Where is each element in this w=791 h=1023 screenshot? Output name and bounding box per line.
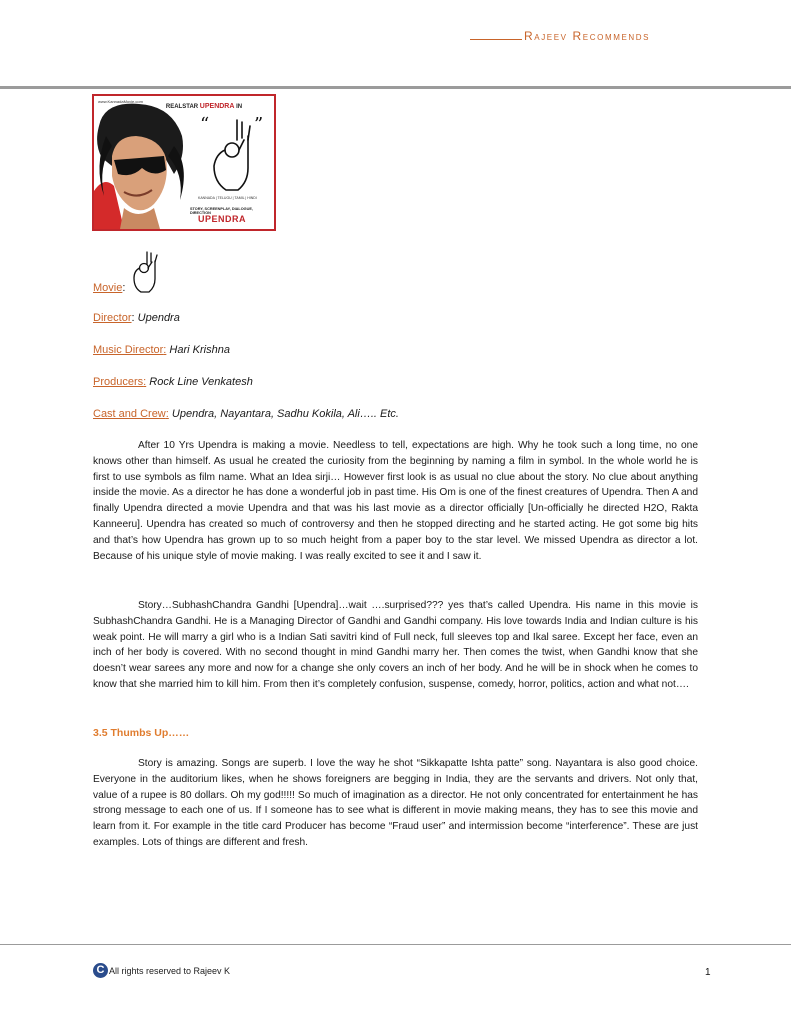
poster-headline-name: UPENDRA bbox=[199, 103, 235, 110]
music-director-label: Music Director bbox=[93, 344, 164, 356]
director-label: Director bbox=[93, 312, 132, 324]
review-paragraph-story: Story…SubhashChandra Gandhi [Upendra]…wait ….surprised??? yes that’s called Upendra. His name in this movie is SubhashChandra Gandhi. He is a Managing Director of Gandhi and Gandhi company. His love towards India and Indian culture is his weak point. He will marry a girl who is a Indian Sati savitri kind of Full neck, full sleeves top and Ikal saree. Except her face, even an inch of her body is covered. With no second thought in mind Gandhi marry her. Then comes the twist, when Gandhi know that she doesn’t wear sarees any more and now for a change she only covers an inch of her body. And he will be in shock when he comes to know that she married him to kill him. From then it’s completely confusion, suspense, comedy, horror, politics, action and what not…. bbox=[93, 600, 698, 690]
header-title-text: Rajeev Recommends bbox=[524, 29, 651, 43]
poster-name: UPENDRA bbox=[198, 214, 247, 224]
cast-label: Cast and Crew bbox=[93, 408, 166, 420]
poster-credit: STORY, SCREENPLAY, DIALOGUE, DIRECTION bbox=[190, 207, 253, 215]
field-music-director: Music Director: Hari Krishna bbox=[93, 344, 230, 356]
review-paragraph-intro: After 10 Yrs Upendra is making a movie. Needless to tell, expectations are high. Why he took such a long time, no one knows other than himself. As usual he created the curiosity from the beginning by naming a film in symbol. In the whole world he is first to use symbols as film name. What an Idea sirji… However first look is as usual no clue about the story. No clue about anything inside the movie. As a director he has done a wonderful job in past time. His Om is one of the finest creatures of Upendra. Then A and finally Upendra directed a movie Upendra and that was his last movie as a director officially [Un-officially he directed H2O, Rakta Kanneeru]. Upendra has created so much of controversy and then he stopped directing and he started acting. He got some big hits and that’s how Upendra has grown up to so much height from a paper boy to the star level. We missed Upendra as director a lot. Because of his unique style of movie making. I was really excited to see it and I saw it. bbox=[93, 440, 698, 562]
header-divider bbox=[0, 86, 791, 89]
poster-languages: KANNADA | TELUGU | TAMIL | HINDI bbox=[198, 196, 257, 200]
page-number: 1 bbox=[705, 967, 711, 978]
poster-headline bbox=[94, 103, 274, 110]
svg-text:“: “ bbox=[200, 114, 210, 135]
field-movie: Movie: bbox=[93, 250, 160, 294]
upendra-portrait-icon bbox=[94, 96, 204, 229]
footer-divider bbox=[0, 944, 791, 945]
rating-heading: 3.5 Thumbs Up…… bbox=[93, 727, 190, 739]
cast-value: Upendra, Nayantara, Sadhu Kokila, Ali….. Etc. bbox=[171, 408, 399, 420]
movie-poster bbox=[92, 94, 276, 231]
rights-text: All rights reserved to Rajeev K bbox=[109, 965, 231, 976]
field-cast-and-crew: Cast and Crew: Upendra, Nayantara, Sadhu Kokila, Ali….. Etc. bbox=[93, 408, 399, 420]
field-director: Director: Upendra bbox=[93, 312, 180, 324]
copyright-icon: C bbox=[93, 963, 108, 978]
ok-hand-icon bbox=[130, 250, 160, 294]
header-lead-line bbox=[470, 30, 522, 40]
poster-site: www.KannadaMovie.com bbox=[98, 99, 143, 104]
footer-rights bbox=[93, 963, 230, 978]
music-director-value: Hari Krishna bbox=[169, 344, 230, 356]
svg-text:”: ” bbox=[254, 114, 264, 135]
review-paragraph-verdict: Story is amazing. Songs are superb. I love the way he shot “Sikkapatte Ishta patte” song. Nayantara is also good choice. Everyone in the auditorium likes, when he shows foreigners are begging in India, they are the servants and drivers. Not only that, value of a rupee is 80 dollars. Oh my god!!!!! So much of imagination as a director. He not only concentrated for entertainment he has strong message to each one of us. If I someone has to see what is different in movie making means, they has to see this movie and learn from it. For example in the title card Producer has become “Fraud user” and intermission become “interference”. These are just examples. Lots of things are different and fresh. bbox=[93, 758, 698, 848]
poster-headline-prefix: REALSTAR bbox=[165, 104, 199, 110]
movie-label: Movie bbox=[93, 282, 123, 294]
poster-headline-suffix: IN bbox=[236, 104, 243, 110]
producers-value: Rock Line Venkatesh bbox=[149, 376, 253, 388]
ok-hand-icon bbox=[198, 110, 268, 194]
producers-label: Producers bbox=[93, 376, 144, 388]
director-value: Upendra bbox=[137, 312, 180, 324]
field-producers: Producers: Rock Line Venkatesh bbox=[93, 376, 253, 388]
header-title bbox=[470, 29, 700, 43]
